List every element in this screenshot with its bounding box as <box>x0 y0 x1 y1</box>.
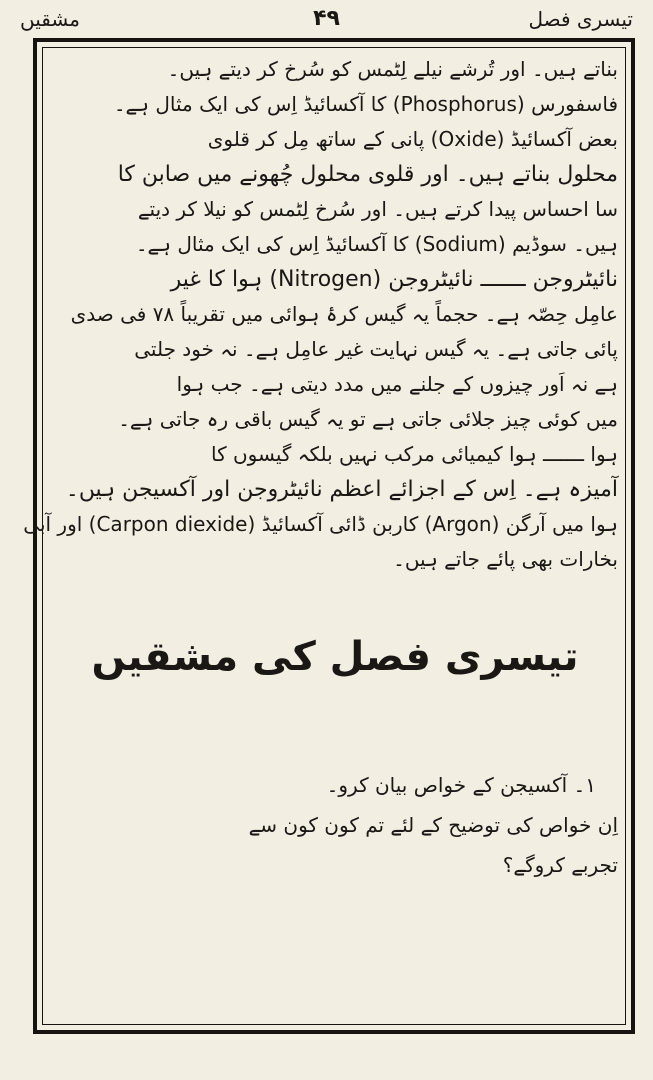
body-line: محلول بناتے ہیں۔ اور قلوی محلول چُھونے میں صابن کا <box>117 162 618 187</box>
body-line: آمیزہ ہے۔ اِس کے اجزائے اعظم نائیٹروجن اور آکسیجن ہیں۔ <box>65 477 618 502</box>
body-line: ہے نہ اَور چیزوں کے جلنے میں مدد دیتی ہے۔ جب ہوا <box>176 372 618 396</box>
body-line: سا احساس پیدا کرتے ہیں۔ اور سُرخ لِٹمس کو نیلا کر دیتے <box>137 197 618 221</box>
question-line: اِن خواص کی توضیح کے لئے تم کون کون سے <box>248 813 618 837</box>
body-line: بخارات بھی پائے جاتے ہیں۔ <box>393 547 618 571</box>
text-body <box>23 52 618 1020</box>
body-line: میں کوئی چیز جلائی جاتی ہے تو یہ گیس باقی رہ جاتی ہے۔ <box>118 407 618 431</box>
exercise-questions <box>52 765 618 885</box>
body-line: بناتے ہیں۔ اور تُرشے نیلے لِٹمس کو سُرخ کر دیتے ہیں۔ <box>167 57 618 81</box>
body-line: پائی جاتی ہے۔ یہ گیس نہایت غیر عامِل ہے۔ نہ خود جلتی <box>134 337 618 361</box>
chapter-exercises-title: تیسری فصل کی مشقیں <box>91 634 579 680</box>
body-line: عامِل حِصّہ ہے۔ حجماً یہ گیس کرۂ ہوائی میں تقریباً ۷۸ فی صدی <box>70 302 618 326</box>
body-line: بعض آکسائیڈ (Oxide) پانی کے ساتھ مِل کر قلوی <box>207 127 618 151</box>
body-line: فاسفورس (Phosphorus) کا آکسائیڈ اِس کی ایک مثال ہے۔ <box>113 92 618 116</box>
question-line: تجربے کروگے؟ <box>502 853 618 877</box>
body-line: ہوا ـــــــ ہوا کیمیائی مرکب نہیں بلکہ گیسوں کا <box>210 442 618 466</box>
section-label: مشقیں <box>20 7 80 31</box>
body-line: ہیں۔ سوڈیم (Sodium) کا آکسائیڈ اِس کی ایک مثال ہے۔ <box>135 232 618 256</box>
running-title: تیسری فصل <box>528 7 633 31</box>
question-line: ۱۔ آکسیجن کے خواص بیان کرو۔ <box>326 773 596 797</box>
page-header <box>20 4 633 34</box>
page-number: ۴۹ <box>313 6 340 31</box>
body-line: ہوا میں آرگن (Argon) کاربن ڈائی آکسائیڈ (Carpon diexide) اور آبی <box>23 512 618 536</box>
body-line: نائیٹروجن ـــــــ نائیٹروجن (Nitrogen) ہوا کا غیر <box>170 267 618 292</box>
